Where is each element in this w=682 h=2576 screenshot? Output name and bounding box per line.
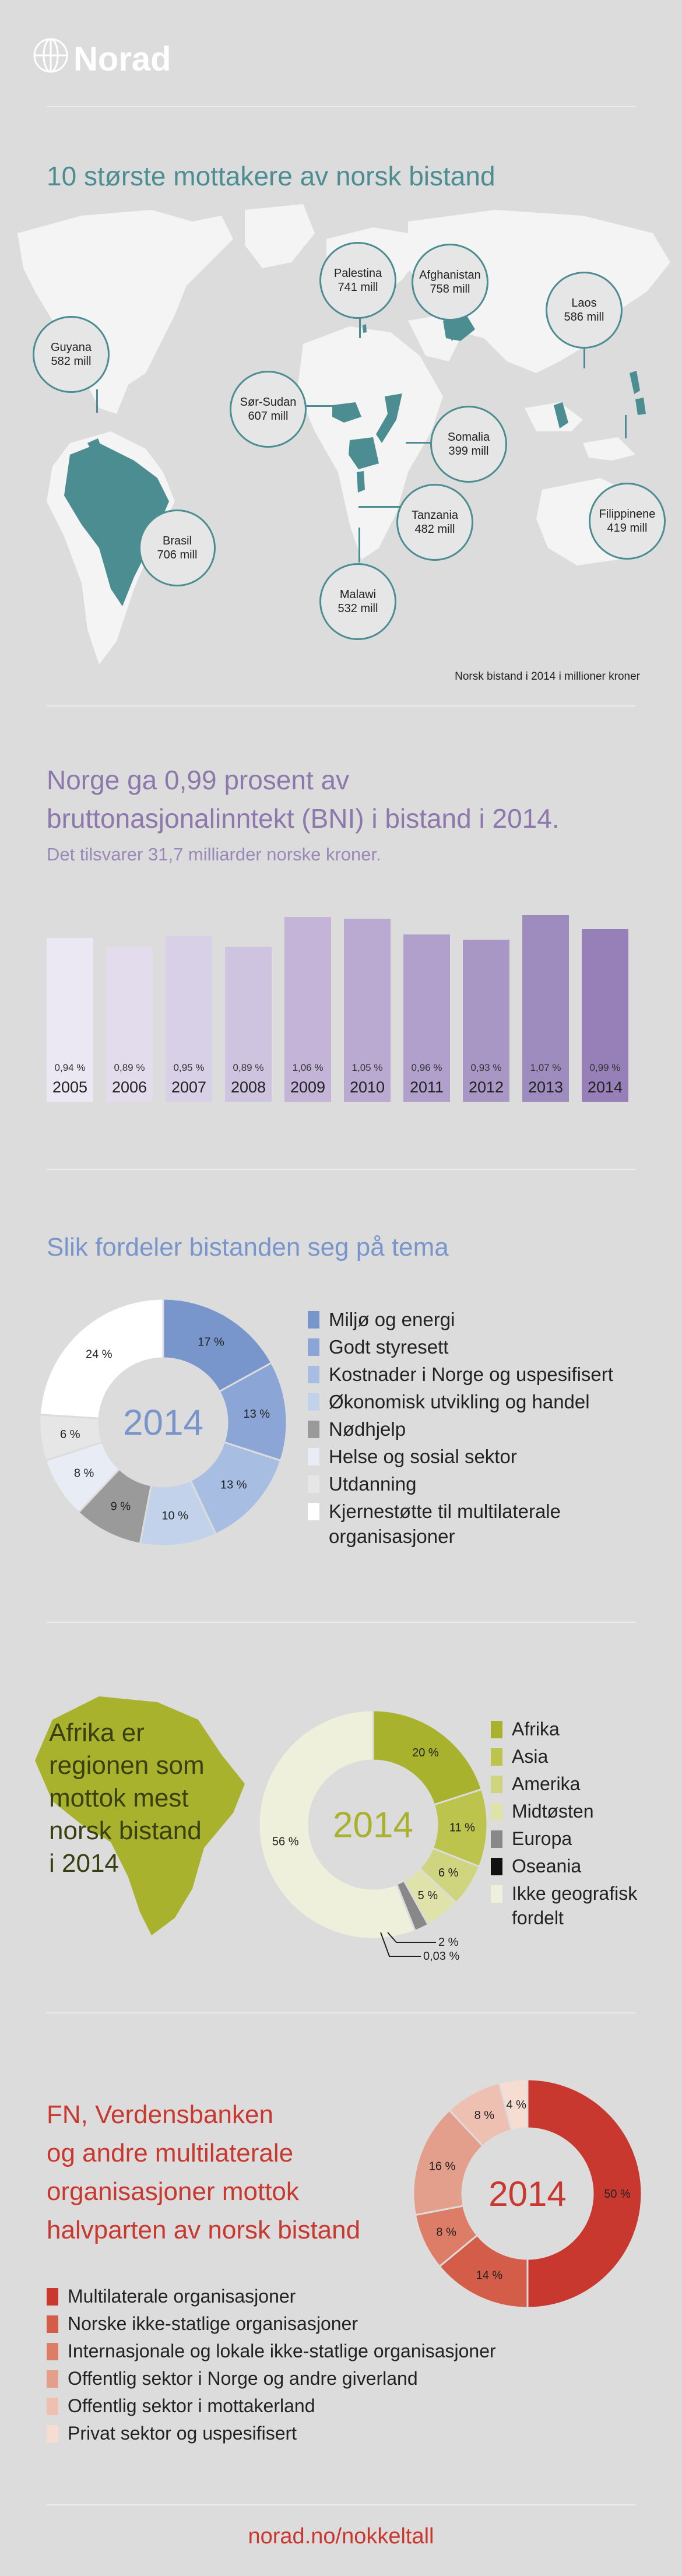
callout-name: Brasil	[162, 535, 192, 547]
section5-title-line: FN, Verdensbanken	[47, 2100, 273, 2129]
bar-year-label: 2006	[111, 1078, 147, 1096]
donut-value-label: 2 %	[438, 1936, 459, 1949]
bar-year-label: 2011	[409, 1078, 444, 1096]
legend-label: Midtøsten	[512, 1801, 594, 1822]
legend-label: Asia	[512, 1746, 549, 1767]
section3-title: Slik fordeler bistanden seg på tema	[47, 1233, 449, 1261]
legend-item	[308, 1362, 613, 1387]
bar-2005	[47, 938, 93, 1102]
bar-year-label: 2005	[52, 1078, 88, 1096]
legend-swatch	[308, 1448, 319, 1466]
map-caption: Norsk bistand i 2014 i millioner kroner	[455, 670, 640, 683]
legend-item	[47, 2284, 296, 2308]
legend-swatch	[47, 2288, 58, 2306]
callout-somalia	[430, 406, 507, 483]
donut-value-label: 13 %	[220, 1478, 247, 1492]
legend-item	[308, 1471, 416, 1496]
callout-amount: 741 mill	[338, 281, 378, 294]
connector-sorsudan	[304, 405, 339, 407]
legend-item	[491, 1744, 548, 1769]
section4-title	[49, 1717, 205, 1880]
bar-year-label: 2014	[587, 1078, 623, 1096]
bar-year-label: 2013	[528, 1078, 564, 1096]
legend-label: Multilaterale organisasjoner	[68, 2286, 296, 2307]
section4-title-line: mottok mest	[49, 1784, 189, 1812]
section2-subtitle: Det tilsvarer 31,7 milliarder norske kroner.	[47, 844, 381, 864]
region-donut-chart	[251, 1702, 495, 1963]
donut-value-label: 0,03 %	[423, 1950, 460, 1963]
legend-label: Norske ikke-statlige organisasjoner	[68, 2313, 358, 2334]
bar-2011	[403, 934, 450, 1102]
callout-amount: 586 mill	[564, 311, 604, 324]
legend-label: Utdanning	[329, 1473, 417, 1495]
connector-filippinene	[625, 415, 627, 438]
legend-label: Økonomisk utvikling og handel	[329, 1391, 590, 1412]
brand-name[interactable]: Norad	[73, 40, 171, 78]
section4-title-line: norsk bistand	[49, 1816, 202, 1845]
legend-swatch	[308, 1503, 319, 1520]
legend-item	[47, 2421, 297, 2445]
donut-value-label: 8 %	[474, 2109, 495, 2122]
legend-label: Miljø og energi	[329, 1309, 455, 1330]
bar-value-label: 1,06 %	[292, 1062, 324, 1073]
bar-year-label: 2010	[349, 1078, 385, 1096]
bar-value-label: 0,95 %	[173, 1062, 205, 1073]
legend-swatch	[491, 1885, 502, 1903]
legend-label: Offentlig sektor i Norge og andre giverland	[68, 2368, 418, 2389]
donut-value-label: 16 %	[428, 2160, 456, 2173]
donut-value-label: 9 %	[110, 1500, 131, 1513]
legend-item	[47, 2366, 418, 2391]
section4-title-line: Afrika er	[49, 1718, 145, 1747]
callout-afghanistan	[412, 244, 488, 321]
bar-value-label: 0,89 %	[233, 1062, 264, 1073]
norad-logo-icon	[33, 37, 69, 76]
legend-item	[47, 2339, 496, 2363]
divider	[47, 2504, 635, 2505]
donut-value-label: 24 %	[85, 1348, 113, 1361]
legend-label: Helse og sosial sektor	[329, 1446, 517, 1467]
callout-name: Somalia	[447, 431, 490, 444]
divider	[47, 1622, 635, 1623]
donut-value-label: 17 %	[198, 1336, 224, 1349]
callout-amount: 532 mill	[338, 602, 378, 615]
bar-value-label: 1,07 %	[530, 1062, 561, 1073]
section5-title-line: organisasjoner mottok	[47, 2177, 299, 2206]
donut-center-label: 2014	[123, 1403, 203, 1443]
legend-swatch	[47, 2370, 58, 2388]
callout-malawi	[319, 563, 396, 640]
bar-year-label: 2009	[290, 1078, 326, 1096]
bar-2007	[166, 936, 212, 1102]
bar-2010	[344, 919, 391, 1102]
section5-title-line: halvparten av norsk bistand	[47, 2216, 361, 2244]
bar-2014	[582, 929, 628, 1102]
legend-label: Ikke geografisk fordelt	[512, 1883, 638, 1928]
legend-swatch	[491, 1803, 502, 1821]
legend-swatch	[491, 1721, 502, 1738]
legend-label: Kostnader i Norge og uspesifisert	[329, 1363, 613, 1385]
donut-value-label: 56 %	[272, 1835, 299, 1848]
legend-label: Offentlig sektor i mottakerland	[68, 2395, 315, 2416]
donut-value-label: 14 %	[476, 2269, 503, 2282]
legend-item	[308, 1417, 406, 1442]
legend-label: Amerika	[512, 1773, 581, 1794]
bar-value-label: 1,05 %	[351, 1062, 383, 1073]
legend-swatch	[308, 1421, 319, 1438]
legend-label-line2: organisasjoner	[329, 1526, 455, 1547]
section2-title-line2: bruttonasjonalinntekt (BNI) i bistand i 2014.	[47, 803, 560, 834]
callout-name: Laos	[571, 297, 597, 310]
bar-value-label: 0,99 %	[589, 1062, 621, 1073]
bar-year-label: 2007	[171, 1078, 207, 1096]
donut-value-label: 13 %	[243, 1407, 270, 1421]
legend-item	[308, 1499, 561, 1549]
section2-title-line1: Norge ga 0,99 prosent av	[47, 765, 350, 795]
legend-label: Internasjonale og lokale ikke-statlige organisasjoner	[68, 2340, 496, 2361]
callout-amount: 607 mill	[248, 410, 289, 423]
legend-item	[491, 1717, 560, 1741]
legend-swatch	[308, 1393, 319, 1411]
legend-swatch	[47, 2425, 58, 2443]
callout-name: Afghanistan	[419, 269, 481, 282]
callout-amount: 582 mill	[51, 355, 92, 368]
callout-amount: 758 mill	[430, 283, 470, 296]
callout-name: Palestina	[333, 267, 382, 280]
callout-amount: 482 mill	[414, 523, 455, 536]
callout-laos	[546, 272, 623, 349]
legend-label: Europa	[512, 1828, 572, 1849]
callout-amount: 419 mill	[607, 522, 648, 535]
legend-label: Oseania	[512, 1855, 582, 1876]
legend-item	[47, 2311, 358, 2336]
footer-link[interactable]: norad.no/nokkeltall	[248, 2524, 434, 2549]
divider	[47, 705, 635, 707]
legend-label-line2: fordelt	[512, 1907, 564, 1928]
legend-item	[47, 2394, 315, 2418]
callout-name: Filippinene	[599, 508, 656, 521]
bar-value-label: 0,96 %	[411, 1062, 442, 1073]
section4-title-line: regionen som	[49, 1751, 205, 1780]
legend-swatch	[47, 2398, 58, 2415]
connector-malawi	[358, 528, 360, 563]
bar-value-label: 0,94 %	[54, 1062, 86, 1073]
legend-swatch	[491, 1858, 502, 1875]
section4-title-line: i 2014	[49, 1849, 119, 1878]
donut-center-label: 2014	[488, 2174, 567, 2213]
bar-value-label: 0,93 %	[470, 1062, 502, 1073]
donut-value-label: 6 %	[438, 1866, 459, 1879]
legend-item	[491, 1881, 637, 1930]
callout-sorsudan	[230, 371, 307, 448]
legend-label: Nødhjelp	[329, 1418, 406, 1440]
legend-item	[491, 1772, 580, 1796]
bar-2013	[522, 915, 569, 1102]
channel-donut-chart	[408, 2074, 647, 2313]
legend-swatch	[491, 1776, 502, 1793]
divider	[47, 2012, 635, 2013]
donut-value-label: 50 %	[604, 2188, 631, 2201]
donut-value-label: 6 %	[60, 1428, 80, 1442]
donut-center-label: 2014	[333, 1805, 413, 1846]
callout-tanzania	[396, 484, 473, 561]
legend-item	[491, 1854, 581, 1878]
legend-swatch	[47, 2315, 58, 2333]
legend-label: Godt styresett	[329, 1336, 449, 1358]
callout-name: Tanzania	[411, 509, 459, 522]
callout-amount: 706 mill	[157, 549, 198, 561]
connector-laos	[583, 345, 585, 368]
donut-value-label: 20 %	[412, 1746, 439, 1760]
legend-swatch	[308, 1311, 319, 1329]
donut-value-label: 8 %	[436, 2226, 456, 2239]
legend-swatch	[491, 1830, 502, 1848]
callout-brasil	[139, 509, 216, 586]
legend-item	[308, 1334, 448, 1359]
section1-title: 10 største mottakere av norsk bistand	[47, 161, 495, 191]
legend-item	[491, 1826, 572, 1851]
donut-value-label: 11 %	[449, 1821, 475, 1835]
connector-tanzania	[358, 506, 400, 508]
section5-title	[47, 2096, 360, 2250]
callout-amount: 399 mill	[448, 445, 489, 458]
donut-value-label: 5 %	[417, 1889, 438, 1902]
bar-year-label: 2012	[468, 1078, 504, 1096]
legend-swatch	[308, 1475, 319, 1493]
bar-2009	[284, 917, 331, 1102]
bar-year-label: 2008	[230, 1078, 266, 1096]
bar-value-label: 0,89 %	[114, 1062, 145, 1073]
legend-swatch	[308, 1366, 319, 1383]
legend-swatch	[491, 1748, 502, 1766]
connector-somalia	[406, 442, 430, 444]
legend-swatch	[308, 1338, 319, 1356]
theme-donut-chart	[35, 1294, 291, 1551]
donut-value-label: 10 %	[161, 1509, 188, 1523]
section5-title-line: og andre multilaterale	[47, 2139, 294, 2167]
legend-label: Kjernestøtte til multilaterale organisasjoner	[329, 1500, 561, 1547]
divider	[47, 106, 635, 107]
bar-2012	[463, 940, 509, 1102]
callout-filippinene	[589, 483, 666, 560]
callout-guyana	[33, 316, 110, 393]
divider	[47, 1169, 635, 1170]
legend-swatch	[47, 2343, 58, 2360]
legend-item	[491, 1799, 593, 1823]
callout-name: Guyana	[50, 341, 92, 354]
donut-value-label: 4 %	[506, 2099, 526, 2112]
callout-palestina	[319, 242, 396, 319]
legend-label: Privat sektor og uspesifisert	[68, 2423, 297, 2444]
legend-label: Afrika	[512, 1718, 560, 1739]
legend-item	[308, 1444, 517, 1469]
legend-item	[308, 1389, 590, 1414]
legend-item	[308, 1307, 455, 1332]
connector-guyana	[96, 389, 98, 413]
callout-name: Malawi	[339, 588, 377, 601]
callout-name: Sør-Sudan	[240, 396, 297, 409]
donut-value-label: 8 %	[73, 1467, 94, 1480]
